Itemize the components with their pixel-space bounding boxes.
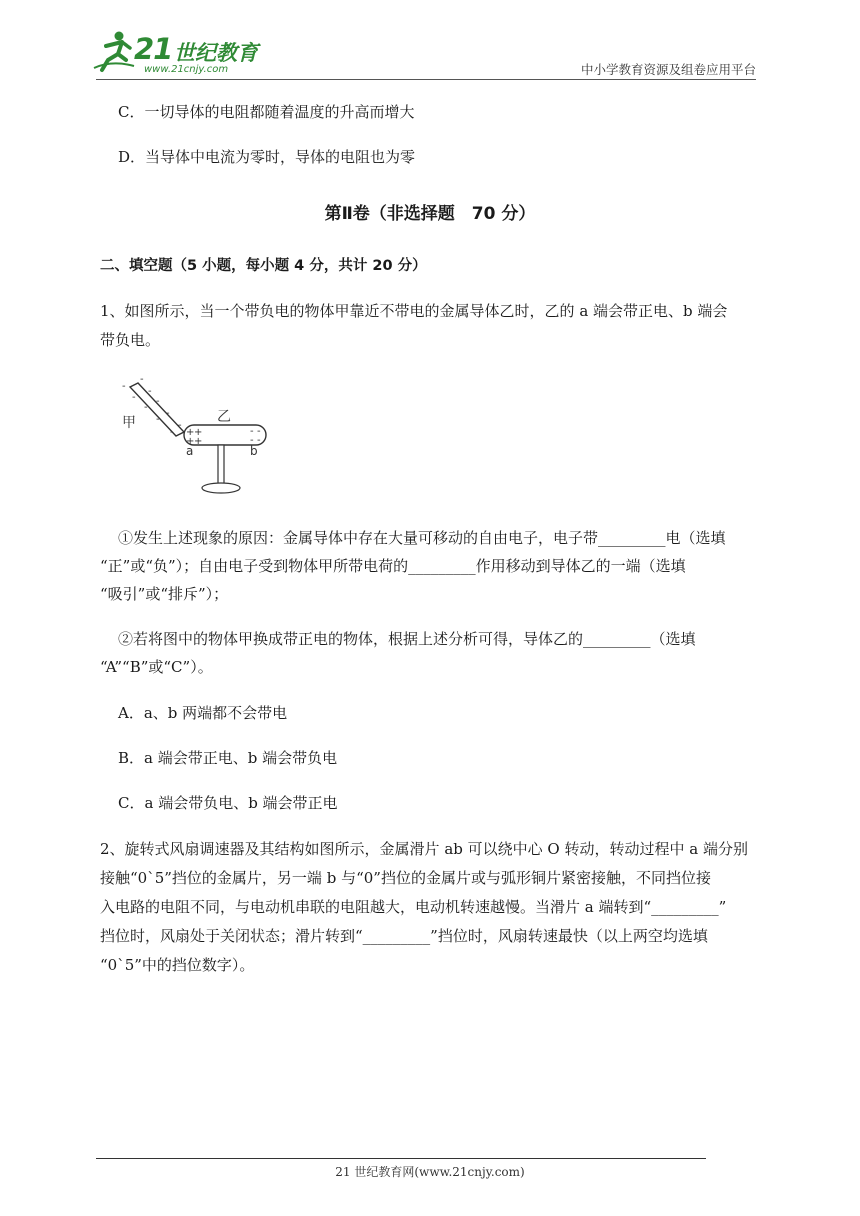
option-c: C．一切导体的电阻都随着温度的升高而增大	[118, 103, 415, 121]
q2-line1: 2、旋转式风扇调速器及其结构如图所示，金属滑片 ab 可以绕中心 O 转动，转动过程中 a 端分别	[100, 840, 748, 858]
q1-sub2-line1: ②若将图中的物体甲换成带正电的物体，根据上述分析可得，导体乙的_________（选填	[118, 630, 696, 648]
svg-text:-: -	[166, 408, 170, 419]
q1-stem-line1: 1、如图所示，当一个带负电的物体甲靠近不带电的金属导体乙时，乙的 a 端会带正电、b 端会	[100, 302, 728, 320]
q1-option-a: A．a、b 两端都不会带电	[118, 704, 288, 722]
logo-chinese: 世纪教育	[174, 41, 258, 65]
svg-text:-: -	[250, 426, 254, 437]
q1-option-b: B．a 端会带正电、b 端会带负电	[118, 749, 338, 767]
svg-text:+: +	[194, 436, 203, 447]
header-platform-text: 中小学教育资源及组卷应用平台	[580, 62, 756, 77]
svg-text:-: -	[144, 402, 148, 413]
part2-title: 第Ⅱ卷（非选择题 70 分）	[324, 204, 536, 224]
q1-stem-line2: 带负电。	[100, 331, 161, 349]
svg-text:-: -	[156, 396, 160, 407]
running-man-icon	[92, 30, 136, 74]
q1-sub1-line2: “正”或“负”）；自由电子受到物体甲所带电荷的_________作用移动到导体乙的一端（选填	[100, 557, 686, 575]
svg-text:+: +	[186, 436, 195, 447]
section-heading: 二、填空题（5 小题，每小题 4 分，共计 20 分）	[100, 258, 427, 274]
q1-figure	[118, 372, 278, 500]
svg-text:-: -	[122, 381, 126, 392]
svg-text:-: -	[156, 414, 160, 425]
site-logo	[92, 30, 262, 78]
svg-text:-: -	[257, 426, 261, 437]
footer-text: 21 世纪教育网(www.21cnjy.com)	[335, 1165, 525, 1179]
header-divider	[96, 79, 756, 80]
svg-text:-: -	[257, 435, 261, 446]
q2-line2: 接触“0`5”挡位的金属片，另一端 b 与“0”挡位的金属片或与弧形铜片紧密接触，不同挡位接	[100, 869, 711, 887]
svg-text:-: -	[170, 427, 174, 438]
svg-text:-: -	[132, 392, 136, 403]
svg-text:+: +	[186, 427, 195, 438]
q2-line3: 入电路的电阻不同，与电动机串联的电阻越大，电动机转速越慢。当滑片 a 端转到“_________”	[100, 898, 727, 916]
svg-text:-: -	[178, 420, 182, 431]
logo-number: 21	[134, 32, 173, 66]
svg-text:-: -	[140, 374, 144, 385]
label-b: b	[250, 444, 258, 458]
insulating-stand	[218, 445, 224, 485]
q2-line4: 挡位时，风扇处于关闭状态；滑片转到“_________”挡位时，风扇转速最快（以上两空均选填	[100, 927, 708, 945]
electrostatic-induction-diagram	[118, 372, 278, 500]
page-header	[0, 0, 860, 82]
label-jia: 甲	[122, 415, 136, 431]
q1-option-c: C．a 端会带负电、b 端会带正电	[118, 794, 338, 812]
label-yi: 乙	[217, 409, 231, 425]
q1-sub1-line1: ①发生上述现象的原因：金属导体中存在大量可移动的自由电子，电子带_________电（选填	[118, 529, 726, 547]
q2-line5: “0`5”中的挡位数字）。	[100, 956, 255, 974]
footer-divider	[96, 1158, 706, 1159]
svg-text:-: -	[250, 435, 254, 446]
q1-sub2-line2: “A”“B”或“C”）。	[100, 658, 213, 676]
logo-url: www.21cnjy.com	[144, 64, 229, 75]
stand-base	[202, 483, 240, 493]
svg-text:-: -	[148, 386, 152, 397]
label-a: a	[186, 444, 194, 458]
q1-sub1-line3: “吸引”或“排斥”）；	[100, 585, 229, 603]
svg-text:+: +	[194, 427, 203, 438]
option-d: D．当导体中电流为零时，导体的电阻也为零	[118, 148, 416, 166]
